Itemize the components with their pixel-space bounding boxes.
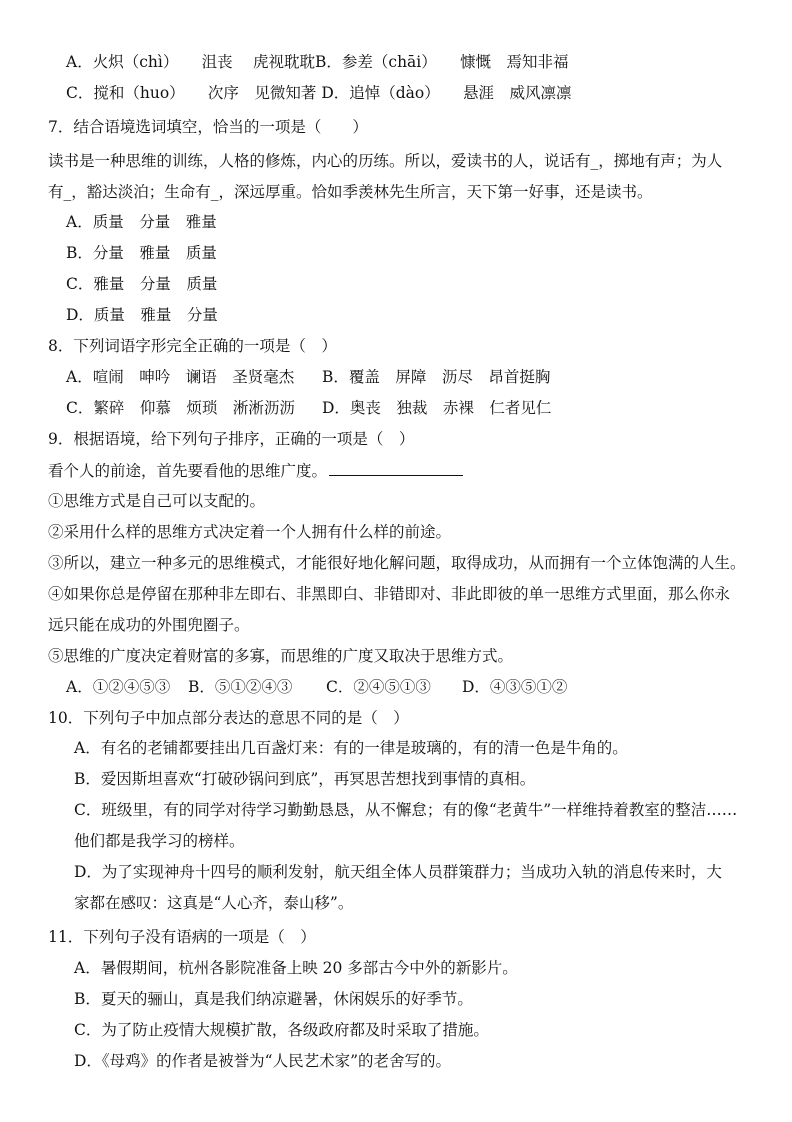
q9-option-c: C．②④⑤①③ — [326, 678, 431, 696]
q9-option-d: D．④③⑤①② — [462, 678, 568, 696]
q9-option-a: A．①②④⑤③ — [66, 678, 171, 696]
q7-option-a: A．质量 分量 雅量 — [66, 213, 217, 231]
q11-option-c: C．为了防止疫情大规模扩散，各级政府都及时采取了措施。 — [74, 1021, 489, 1039]
q8-stem: 8．下列词语字形完全正确的一项是（ ） — [48, 337, 337, 355]
q9-sentence-1: ①思维方式是自己可以支配的。 — [48, 492, 266, 510]
q10-option-d-line-2: 家都在感叹：这真是“人心齐，泰山移”。 — [74, 894, 354, 912]
q9-lead-text: 看个人的前途，首先要看他的思维广度。 — [48, 462, 328, 480]
q7-option-b: B．分量 雅量 质量 — [66, 244, 217, 262]
q8-option-d: D．奥丧 独裁 赤裸 仁者见仁 — [322, 399, 552, 417]
q7-passage-line-1: 读书是一种思维的训练，人格的修炼，内心的历练。所以，爱读书的人，说话有_，掷地有声；为人 — [48, 152, 723, 170]
q11-option-a: A．暑假期间，杭州各影院准备上映 20 多部古今中外的新影片。 — [74, 959, 518, 977]
q9-sentence-4-line-2: 远只能在成功的外围兜圈子。 — [48, 616, 250, 634]
q11-option-d: D．《母鸡》的作者是被誉为“人民艺术家”的老舍写的。 — [74, 1052, 452, 1070]
q9-stem: 9．根据语境，给下列句子排序，正确的一项是（ ） — [48, 430, 415, 448]
q6-option-a-b: A．火炽（chì） 沮丧 虎视耽耽B．参差（chāi） 慷慨 焉知非福 — [66, 53, 569, 71]
q10-option-c-line-1: C．班级里，有的同学对待学习勤勤恳恳，从不懈怠；有的像“老黄牛”一样维持着教室的整洁…… — [74, 801, 738, 819]
q9-sentence-3: ③所以，建立一种多元的思维模式，才能很好地化解问题，取得成功，从而拥有一个立体饱满的人生。 — [48, 554, 746, 572]
q11-stem: 11．下列句子没有语病的一项是（ ） — [48, 928, 316, 946]
q9-sentence-4-line-1: ④如果你总是停留在那种非左即右、非黑即白、非错即对、非此即彼的单一思维方式里面，那么你永 — [48, 585, 731, 603]
q7-option-c: C．雅量 分量 质量 — [66, 275, 218, 293]
q9-sentence-5: ⑤思维的广度决定着财富的多寡，而思维的广度又取决于思维方式。 — [48, 647, 514, 665]
q6-option-c-d: C．搅和（huo） 次序 见微知著 D．追悼（dào） 悬涯 威风凛凛 — [66, 84, 572, 102]
q10-option-c-line-2: 他们都是我学习的榜样。 — [74, 832, 245, 850]
q8-option-c: C．繁碎 仰慕 烦琐 淅淅沥沥 — [66, 399, 295, 417]
q9-sentence-2: ②采用什么样的思维方式决定着一个人拥有什么样的前途。 — [48, 523, 452, 541]
q8-option-a: A．喧闹 呻吟 谰语 圣贤毫杰 — [66, 368, 295, 386]
q10-stem: 10．下列句子中加点部分表达的意思不同的是（ ） — [48, 709, 409, 727]
q9-option-b: B．⑤①②④③ — [188, 678, 293, 696]
q11-option-b: B．夏天的骊山，真是我们纳凉避暑，休闲娱乐的好季节。 — [74, 990, 473, 1008]
q7-option-d: D．质量 雅量 分量 — [66, 306, 218, 324]
q8-option-b: B．覆盖 屏障 沥尽 昂首挺胸 — [322, 368, 551, 386]
q10-option-d-line-1: D．为了实现神舟十四号的顺利发射，航天组全体人员群策群力；当成功入轨的消息传来时，大 — [74, 863, 722, 881]
q10-option-a: A．有名的老铺都要挂出几百盏灯来：有的一律是玻璃的，有的清一色是牛角的。 — [74, 739, 628, 757]
q10-option-b: B．爱因斯坦喜欢“打破砂锅问到底”，再冥思苦想找到事情的真相。 — [74, 770, 536, 788]
q7-passage-line-2: 有_，豁达淡泊；生命有_，深远厚重。恰如季羡林先生所言，天下第一好事，还是读书。 — [48, 183, 653, 201]
answer-blank — [329, 460, 463, 476]
q9-lead-sentence — [48, 460, 463, 481]
q7-stem: 7．结合语境选词填空，恰当的一项是（ ） — [48, 118, 368, 136]
